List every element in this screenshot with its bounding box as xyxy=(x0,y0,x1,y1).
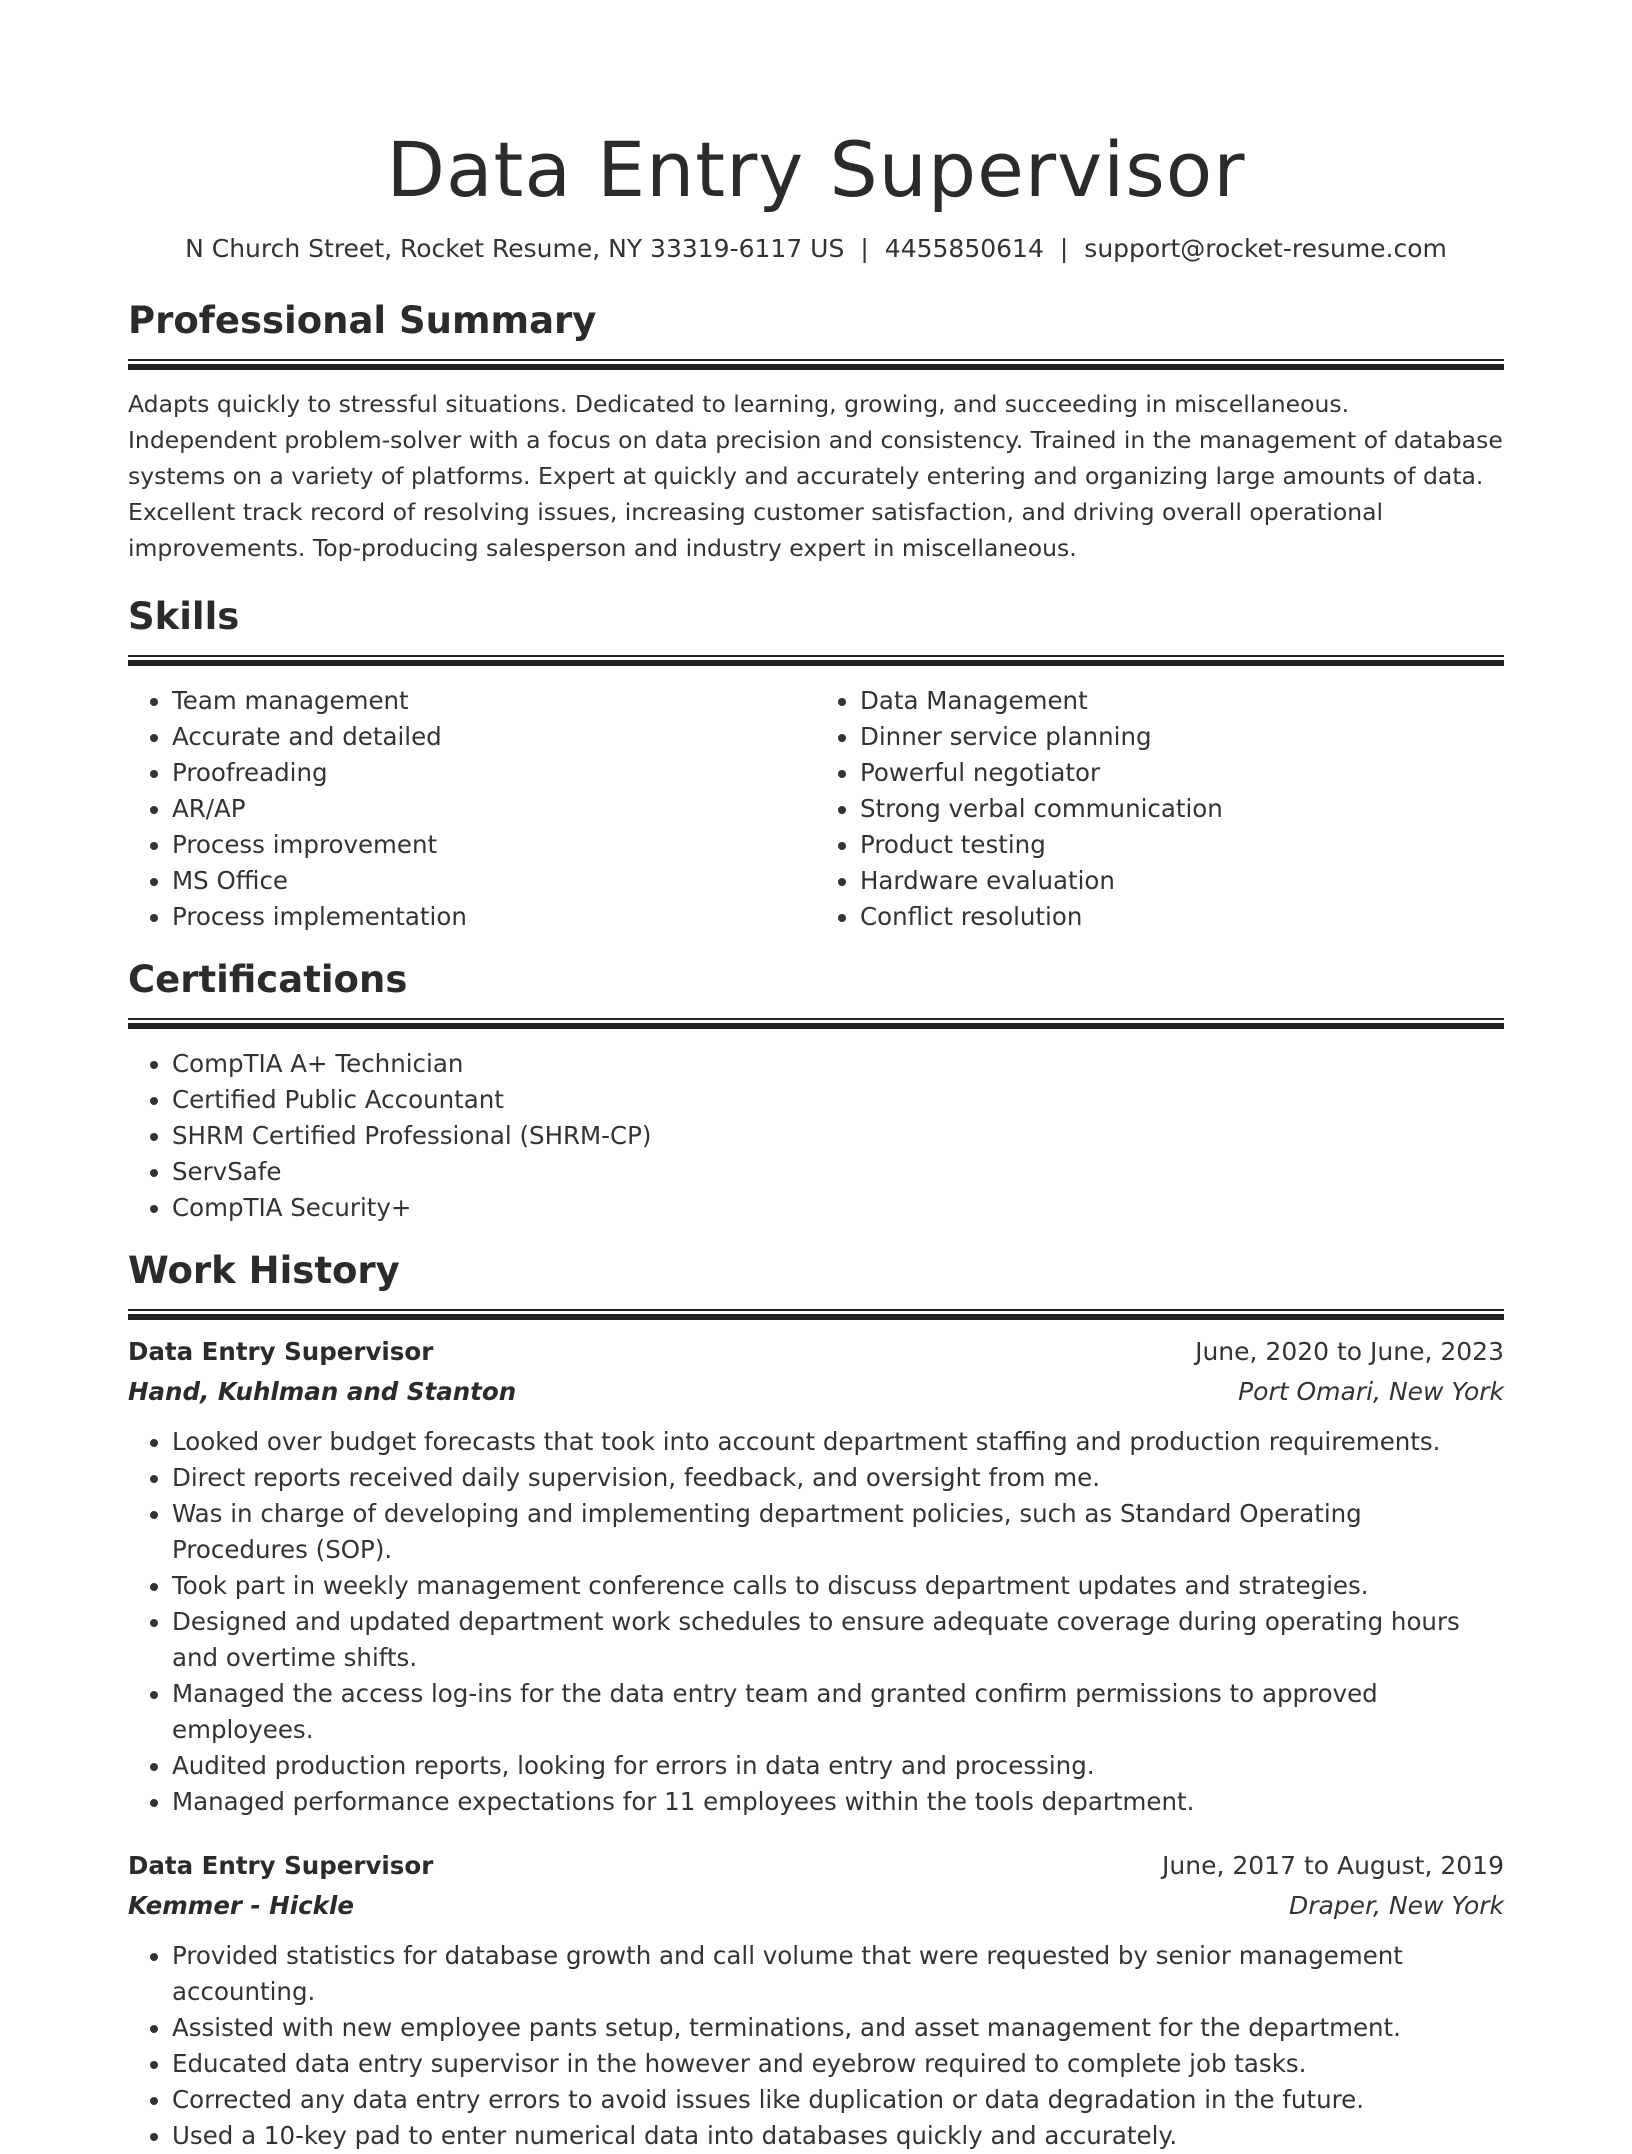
job-bullet: • Provided statistics for database growth and call volume that were requested by senior management accounting. xyxy=(172,1938,1504,2010)
skill-item: • Process implementation xyxy=(172,899,816,935)
job-bullet: • Direct reports received daily supervision, feedback, and oversight from me. xyxy=(172,1460,1504,1496)
candidate-name: Data Entry Supervisor xyxy=(386,125,1246,214)
skills-section xyxy=(128,592,1504,935)
job-bullet: • Managed the access log-ins for the data entry team and granted confirm permissions to approved employees. xyxy=(172,1676,1504,1748)
job-bullet: • Took part in weekly management conference calls to discuss department updates and strategies. xyxy=(172,1568,1504,1604)
summary-section xyxy=(128,296,1504,566)
job-bullet: • Corrected any data entry errors to avoid issues like duplication or data degradation in the future. xyxy=(172,2082,1504,2118)
skill-item: • Proofreading xyxy=(172,755,816,791)
skill-item: • Strong verbal communication xyxy=(860,791,1504,827)
work-history-heading: Work History xyxy=(128,1249,400,1292)
job-bullet: • Managed performance expectations for 11 employees within the tools department. xyxy=(172,1784,1504,1820)
job-header xyxy=(128,1846,1504,1886)
skill-item: • Product testing xyxy=(860,827,1504,863)
skill-item: • Dinner service planning xyxy=(860,719,1504,755)
certification-item: • CompTIA A+ Technician xyxy=(172,1046,1504,1082)
contact-separator: | xyxy=(1059,234,1069,263)
job-location: Draper, New York xyxy=(1288,1891,1504,1920)
work-history-section xyxy=(128,1246,1504,2154)
skill-item: • Accurate and detailed xyxy=(172,719,816,755)
contact-line xyxy=(128,232,1504,266)
contact-separator: | xyxy=(860,234,869,263)
contact-phone: 4455850614 xyxy=(884,234,1044,263)
job-bullet-list xyxy=(128,1938,1504,2154)
skills-grid xyxy=(128,683,1504,935)
job-entry xyxy=(128,1332,1504,1820)
skills-heading: Skills xyxy=(128,595,240,638)
job-title: Data Entry Supervisor xyxy=(128,1337,434,1366)
job-bullet: • Was in charge of developing and implementing department policies, such as Standard Operating Procedures (SOP). xyxy=(172,1496,1504,1568)
summary-text: Adapts quickly to stressful situations. Dedicated to learning, growing, and succeeding in miscellaneous. Independent problem-solver with a focus on data precision and consistency. Trained in the management of database systems on a variety of platforms. Expert at quickly and accurately entering and organizing large amounts of data. Excellent track record of resolving issues, increasing customer satisfaction, and driving overall operational improvements. Top-producing salesperson and industry expert in miscellaneous. xyxy=(128,390,1503,562)
skills-list-left xyxy=(128,683,816,935)
section-divider xyxy=(128,1309,1504,1320)
skill-item: • Powerful negotiator xyxy=(860,755,1504,791)
job-bullet: • Assisted with new employee pants setup, terminations, and asset management for the department. xyxy=(172,2010,1504,2046)
skill-item: • Process improvement xyxy=(172,827,816,863)
section-divider xyxy=(128,655,1504,666)
job-header xyxy=(128,1332,1504,1372)
job-dates: June, 2017 to August, 2019 xyxy=(1162,1851,1504,1880)
job-bullet: • Looked over budget forecasts that took into account department staffing and production requirements. xyxy=(172,1424,1504,1460)
skill-item: • Data Management xyxy=(860,683,1504,719)
skill-item: • Hardware evaluation xyxy=(860,863,1504,899)
job-company: Kemmer - Hickle xyxy=(128,1891,354,1920)
job-bullet: • Educated data entry supervisor in the however and eyebrow required to complete job tasks. xyxy=(172,2046,1504,2082)
section-divider xyxy=(128,359,1504,370)
contact-address: N Church Street, Rocket Resume, NY 33319-6117 US xyxy=(185,234,845,263)
job-entry xyxy=(128,1846,1504,2154)
certifications-heading: Certifications xyxy=(128,958,408,1001)
job-bullet: • Designed and updated department work schedules to ensure adequate coverage during operating hours and overtime shifts. xyxy=(172,1604,1504,1676)
job-subheader xyxy=(128,1886,1504,1926)
skill-item: • AR/AP xyxy=(172,791,816,827)
job-bullet-list xyxy=(128,1424,1504,1820)
section-divider xyxy=(128,1018,1504,1029)
job-title: Data Entry Supervisor xyxy=(128,1851,434,1880)
resume-page xyxy=(128,0,1504,2154)
job-bullet: • Used a 10-key pad to enter numerical data into databases quickly and accurately. xyxy=(172,2118,1504,2154)
job-subheader xyxy=(128,1372,1504,1412)
skill-item: • Conflict resolution xyxy=(860,899,1504,935)
job-dates: June, 2020 to June, 2023 xyxy=(1195,1337,1504,1366)
job-location: Port Omari, New York xyxy=(1238,1377,1504,1406)
skills-list-right xyxy=(816,683,1504,935)
certification-item: • Certified Public Accountant xyxy=(172,1082,1504,1118)
certification-item: • SHRM Certified Professional (SHRM-CP) xyxy=(172,1118,1504,1154)
skill-item: • Team management xyxy=(172,683,816,719)
job-company: Hand, Kuhlman and Stanton xyxy=(128,1377,517,1406)
certification-item: • CompTIA Security+ xyxy=(172,1190,1504,1226)
job-bullet: • Audited production reports, looking for errors in data entry and processing. xyxy=(172,1748,1504,1784)
certifications-list xyxy=(128,1046,1504,1226)
skill-item: • MS Office xyxy=(172,863,816,899)
certification-item: • ServSafe xyxy=(172,1154,1504,1190)
summary-heading: Professional Summary xyxy=(128,299,597,342)
certifications-section xyxy=(128,955,1504,1226)
contact-email[interactable]: support@rocket-resume.com xyxy=(1084,234,1447,263)
